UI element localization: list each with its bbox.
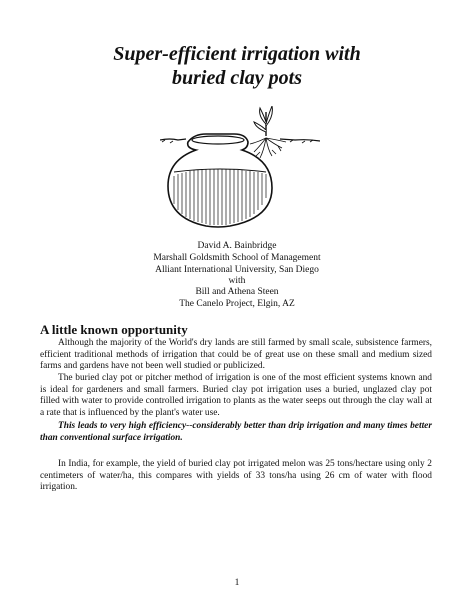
coauthor-affiliation: The Canelo Project, Elgin, AZ	[179, 299, 295, 309]
page-number: 1	[234, 578, 240, 588]
clay-pot-illustration	[160, 106, 320, 232]
author-name: David A. Bainbridge	[197, 241, 277, 251]
paragraph-1: Although the majority of the World's dry lands are still farmed by small scale, subsistence farmers, efficient traditional methods of irrigation that could be of great use on these small and medium sized farms and gardens have not been well studied or publicized.	[40, 338, 432, 372]
with-text: with	[228, 276, 246, 286]
emphasis-paragraph: This leads to very high efficiency--considerably better than drip irrigation and many times better than conventional surface irrigation.	[40, 421, 432, 443]
author-university: Alliant International University, San Diego	[155, 265, 319, 275]
paragraph-2: The buried clay pot or pitcher method of irrigation is one of the most efficient systems known and is ideal for gardeners and small farmers. Buried clay pot irrigation uses a buried, unglazed clay pot filled with water to provide controlled irrigation to plants as the water seeps out through the clay wall at a rate that is influenced by the plant's water use.	[40, 373, 432, 418]
author-school: Marshall Goldsmith School of Management	[153, 253, 321, 263]
coauthor-name: Bill and Athena Steen	[195, 287, 279, 297]
paragraph-4: In India, for example, the yield of buried clay pot irrigated melon was 25 tons/hectare using only 2 centimeters of water/ha, this compares with yields of 33 tons/ha using 26 cm of water with flood irrigation.	[40, 459, 432, 493]
section-heading: A little known opportunity	[40, 322, 188, 337]
title-line-2: buried clay pots	[172, 67, 302, 89]
title-line-1: Super-efficient irrigation with	[113, 43, 361, 65]
